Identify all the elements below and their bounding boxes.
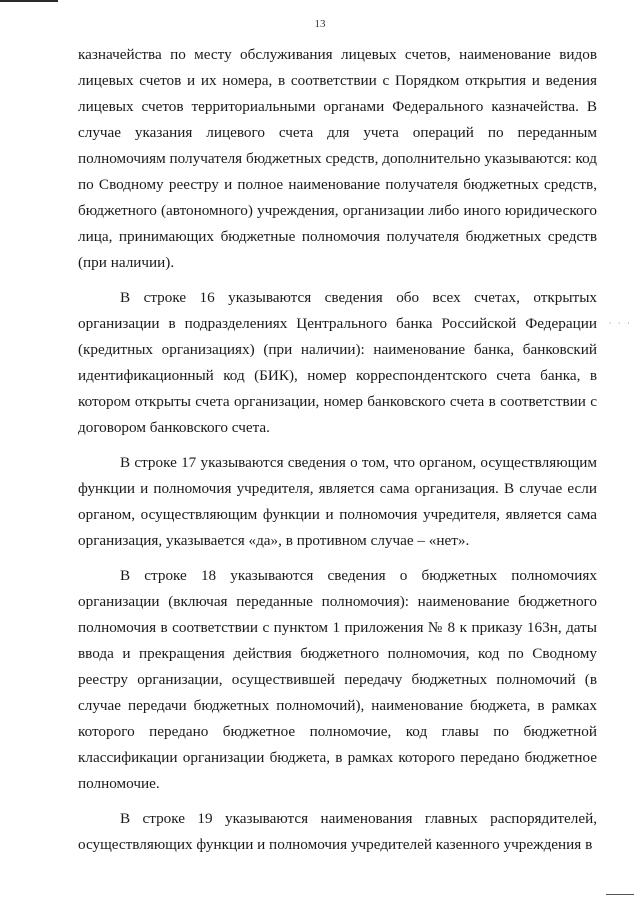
paragraph-line-17: В строке 17 указываются сведения о том, что органом, осуществляющим функции и полномочия учредителя, является сама организация. В случае если органом, осуществляющим функции и полномочия учредителя, является сама организация, указывается «да», в противном случае – «нет». <box>78 454 597 549</box>
page-number: 13 <box>314 18 326 30</box>
paragraph-line-16: В строке 16 указываются сведения обо всех счетах, открытых организации в подразделениях Центрального банка Российской Федерации (кредитных организациях) (при наличии): наименование банка, банковский идентификационный код (БИК), номер корреспондентского счета банка, в котором открыты счета организации, номер банковского счета в соответствии с договором банковского счета. <box>78 289 597 436</box>
paragraph-continuation: казначейства по месту обслуживания лицевых счетов, наименование видов лицевых счетов и их номера, в соответствии с Порядком открытия и ведения лицевых счетов территориальными органами Федерального казначейства. В случае указания лицевого счета для учета операций по переданным полномочиям получателя бюджетных средств, дополнительно указываются: код по Сводному реестру и полное наименование получателя бюджетных средств, бюджетного (автономного) учреждения, организации либо иного юридического лица, принимающих бюджетные полномочия получателя бюджетных средств (при наличии). <box>78 46 597 271</box>
bottom-edge-mark <box>606 894 634 895</box>
paragraph-line-19: В строке 19 указываются наименования главных распорядителей, осуществляющих функции и полномочия учредителей казенного учреждения в <box>78 810 597 853</box>
paragraph-line-18: В строке 18 указываются сведения о бюджетных полномочиях организации (включая переданные полномочия): наименование бюджетного полномочия в соответствии с пунктом 1 приложения № 8 к приказу 163н, даты ввода и прекращения действия бюджетного полномочия, код по Сводному реестру организации, осуществившей передачу бюджетных полномочий (в случае передачи бюджетных полномочий), наименование бюджета, в рамках которого передано бюджетное полномочие, код главы по бюджетной классификации организации бюджета, в рамках которого передано бюджетное полномочие. <box>78 567 597 792</box>
top-edge-rule <box>0 0 58 2</box>
document-body <box>78 42 597 858</box>
scan-specks: · · · <box>608 318 632 328</box>
